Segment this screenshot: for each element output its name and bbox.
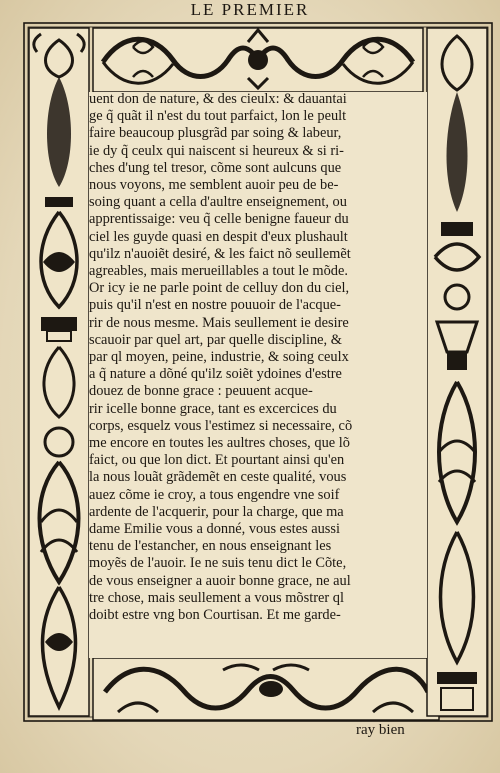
text-line: apprentissaige: veu q̃ celle benigne faueur du [89, 211, 349, 228]
text-line: rir icelle bonne grace, tant es excercices du [89, 400, 337, 417]
text-line: faire beaucoup plusgrãd par soing & labeur, [89, 125, 342, 142]
text-line: moyẽs de l'auoir. Ie ne suis tenu dict le Cõte, [89, 555, 347, 572]
text-line: par ql moyen, peine, industrie, & soing ceulx [89, 349, 349, 366]
top-ornament-panel [93, 28, 423, 92]
text-line: rir de nous mesme. Mais seullement ie desire [89, 314, 349, 331]
text-line: qu'ilz n'auoiẽt desiré, & les faict nõ seullemẽt [89, 245, 351, 262]
text-line: me encore en toutes les aultres choses, que lõ [89, 435, 350, 452]
body-text [89, 91, 436, 658]
right-ornament-column [427, 28, 487, 716]
text-line: douez de bonne grace : peuuent acque- [89, 383, 313, 400]
text-line: doibt estre vng bon Courtisan. Et me garde- [89, 607, 341, 624]
text-line: ge q̃ quãt il n'est du tout parfaict, lon le peult [89, 108, 347, 125]
text-line: ciel les guyde quasi en despit d'eux plushault [89, 228, 348, 245]
catchword: ray bien [356, 722, 405, 738]
running-head: LE PREMIER [190, 0, 310, 19]
text-line: ie dy q̃ ceulx qui naiscent si heureux & si ri- [89, 142, 344, 159]
text-line: Or icy ie ne parle point de celluy don du ciel, [89, 280, 350, 297]
text-line: puis qu'il n'est en nostre pouuoir de l'acque- [89, 297, 341, 314]
text-line: corps, esquelz vous l'estimez si necessaire, cõ [89, 417, 353, 434]
text-line: agreables, mais merueillables a tout le mõde. [89, 263, 348, 280]
text-line: la nous louãt grãdemẽt en ceste qualité, vous [89, 469, 347, 486]
text-line: ches d'ung tel tresor, cõme sont aulcuns que [89, 159, 342, 176]
text-line: dame Emilie vous a donné, vous estes aussi [89, 521, 340, 538]
bottom-ornament-panel [93, 658, 439, 720]
left-ornament-column [29, 28, 89, 716]
text-line: tenu de l'estancher, en nous enseignant les [89, 538, 332, 555]
text-line: soing quant a cella d'aultre enseignement, ou [89, 194, 347, 211]
text-line: de vous enseigner a auoir bonne grace, ne aul [89, 572, 351, 589]
text-line: auez cõme ie croy, a tous engendre vne soif [89, 486, 340, 503]
text-line: uent don de nature, & des cieulx: & dauantai [89, 91, 347, 107]
text-line: nous voyons, me semblent auoir peu de be- [89, 177, 339, 194]
text-line: ardente de l'acquerir, pour la charge, que ma [89, 503, 344, 520]
text-line: faict, ou que lon dict. Et pourtant ainsi qu'en [89, 452, 345, 469]
text-line: a q̃ nature a dõné qu'ilz soiẽt ydoines d'estre [89, 366, 342, 383]
text-line: scauoir par quel art, par quelle discipline, & [89, 331, 342, 348]
text-line: tre chose, mais seullement a vous mõstrer ql [89, 589, 344, 606]
